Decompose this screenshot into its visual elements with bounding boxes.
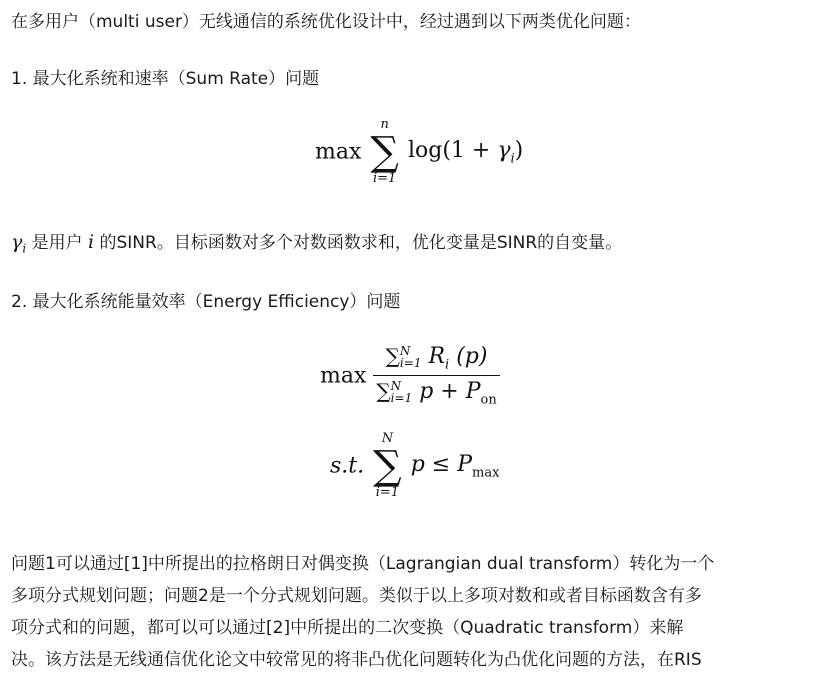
power-on-subscript: on — [480, 392, 497, 408]
problem1-heading: 1. 最大化系统和速率（Sum Rate）问题 — [11, 69, 320, 89]
efficiency-fraction — [373, 344, 499, 408]
summation — [373, 432, 402, 500]
sigma-symbol: ∑ — [376, 379, 391, 404]
sum-upper-limit: N — [390, 379, 402, 394]
fraction-denominator — [373, 376, 499, 407]
power-argument: (p) — [456, 344, 488, 369]
constraint-body: p ≤ P — [410, 451, 472, 477]
max-operator: max — [315, 139, 362, 165]
sigma-symbol: ∑ — [385, 344, 400, 368]
sigma-symbol: ∑ — [373, 443, 402, 489]
energy-efficiency-formula — [320, 344, 500, 408]
gamma-symbol: γ — [497, 137, 511, 163]
intro-paragraph: 在多用户（multi user）无线通信的系统优化设计中，经过遇到以下两类优化问题： — [11, 12, 641, 32]
body-line: 决。该方法是无线通信优化论文中较常见的将非凸优化问题转化为凸优化问题的方法，在RIS — [11, 650, 702, 670]
problem1-description — [11, 230, 622, 260]
rate-subscript: i — [445, 357, 450, 373]
max-operator: max — [320, 363, 367, 389]
body-paragraph — [11, 548, 826, 676]
body-line: 多项分式规划问题；问题2是一个分式规划问题。类似于以上多项对数和或者目标函数含有多 — [11, 586, 702, 606]
sigma-symbol: ∑ — [370, 129, 399, 175]
fraction-numerator — [373, 344, 499, 376]
sum-lower-limit: i=1 — [373, 171, 397, 186]
rate-symbol: R — [428, 344, 446, 369]
body-line: 问题1可以通过[1]中所提出的拉格朗日对偶变换（Lagrangian dual transform）转化为一个 — [11, 554, 715, 574]
sum-lower-limit: i=1 — [399, 356, 422, 370]
power-constraint — [330, 432, 499, 500]
sum-upper-limit: N — [381, 431, 394, 446]
body-line: 项分式和的问题，都可以可以通过[2]中所提出的二次变换（Quadratic transform）来解 — [11, 618, 684, 638]
gamma-subscript: i — [22, 241, 27, 256]
sum-upper-limit: n — [380, 117, 389, 132]
sum-rate-formula — [315, 118, 523, 186]
summation — [370, 118, 399, 186]
log-expression — [407, 137, 524, 167]
user-index: i — [88, 231, 95, 253]
log-prefix: log(1 + — [407, 137, 498, 163]
log-suffix: ) — [514, 137, 524, 163]
gamma-subscript: i — [510, 151, 515, 167]
constraint-expression — [410, 451, 500, 481]
power-sum-expression: p + P — [419, 379, 481, 405]
problem2-heading: 2. 最大化系统能量效率（Energy Efficiency）问题 — [11, 292, 401, 312]
sum-lower-limit: i=1 — [375, 485, 400, 500]
subject-to-label: s.t. — [330, 453, 365, 479]
max-power-subscript: max — [472, 465, 500, 481]
desc-text-1: 是用户 — [26, 233, 89, 253]
desc-text-2: 的SINR。目标函数对多个对数函数求和，优化变量是SINR的自变量。 — [94, 233, 623, 253]
sum-upper-limit: N — [399, 344, 411, 358]
sum-lower-limit: i=1 — [390, 391, 413, 406]
gamma-symbol: γ — [11, 231, 23, 253]
